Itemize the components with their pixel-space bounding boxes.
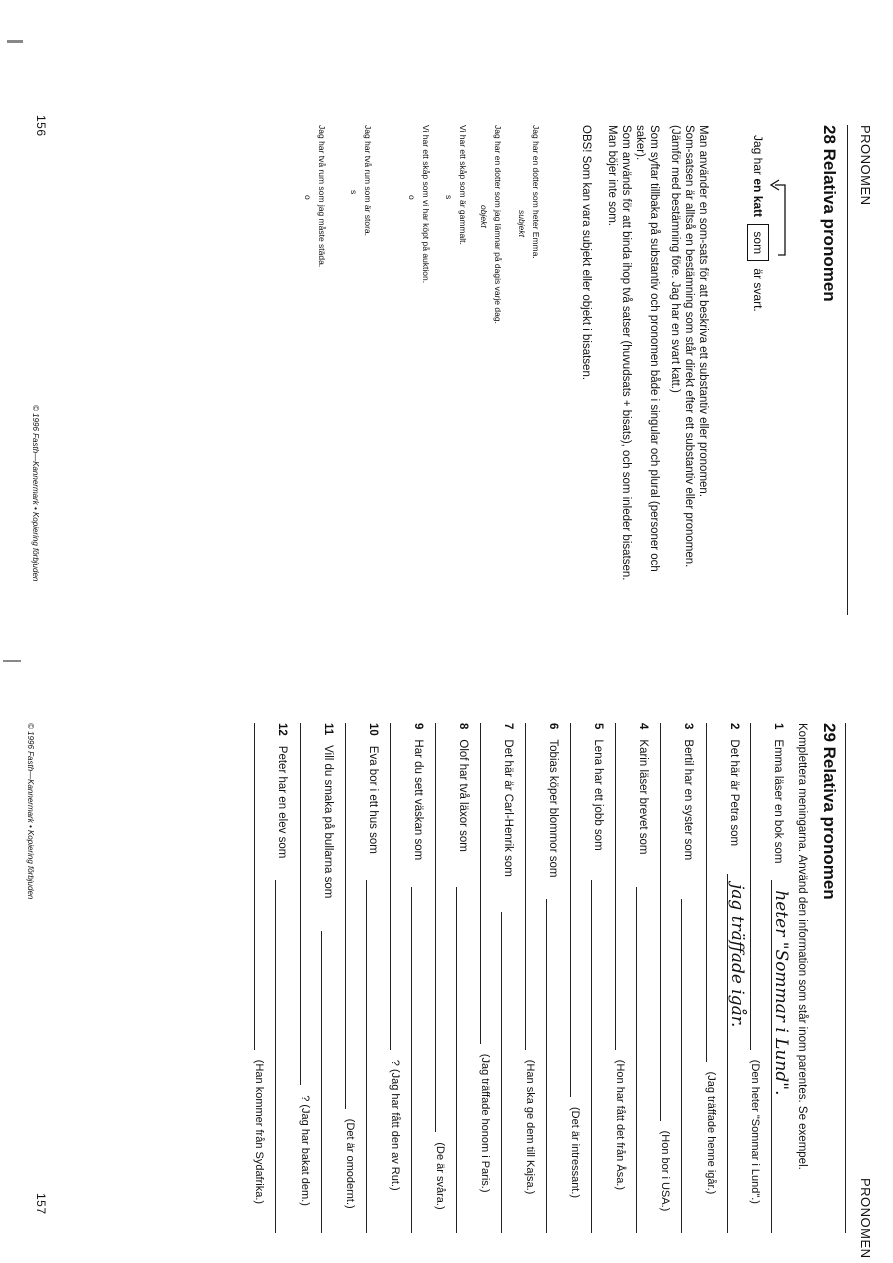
section-title: 29 Relativa pronomen (820, 723, 839, 900)
example-5: Jag har två rum som är stora. (363, 125, 373, 237)
exercise-hint: (Den heter "Sommar i Lund".) (749, 1059, 761, 1204)
exercise-text: Bertil har en syster som (682, 739, 694, 861)
answer-line[interactable] (546, 899, 547, 1233)
exercise-item (249, 633, 289, 1263)
answer-line[interactable] (706, 723, 707, 1062)
exercise-number: 5 (592, 723, 604, 730)
exercise-item (430, 633, 470, 1263)
answer-line[interactable] (345, 723, 346, 1109)
copyright: © 1996 Fasth—Kannermark • Kopiering förbjuden (31, 405, 40, 582)
exercise-hint: (Jag träffade henne igår.) (705, 1071, 717, 1195)
exercise-text: Det här är Petra som (728, 739, 740, 847)
exercise-stem (591, 723, 605, 851)
exercise-hint: (Han ska ge dem till Kajsa.) (524, 1059, 536, 1195)
exercise-item (565, 633, 605, 1263)
example-5-label: s (349, 190, 359, 195)
exercise-stem (727, 723, 741, 846)
example-2-label: objekt (479, 205, 489, 228)
exercise-text: Vill du smaka på bullarna som (322, 745, 334, 899)
answer-line[interactable] (321, 931, 322, 1233)
page-157 (0, 633, 893, 1263)
exercise-item (295, 633, 335, 1263)
copyright: © 1996 Fasth—Kannermark • Kopiering förbjuden (26, 723, 35, 900)
exercise-number: 1 (772, 723, 784, 730)
para-3: (Jämför med bestämning före. Jag har en svart katt.) (669, 125, 681, 393)
exercise-text: Tobias köper blommor som (547, 739, 559, 878)
answer-line[interactable] (275, 880, 276, 1233)
page-number: 157 (34, 1193, 48, 1215)
exercise-hint: ? (Jag har fått den av Rut.) (389, 1059, 401, 1191)
exercise-item (340, 633, 380, 1263)
example-1: Jag har en dotter som heter Emma. (531, 125, 541, 259)
exercise-item (701, 633, 747, 1263)
handwritten-answer: heter "Sommar i Lund". (771, 890, 791, 1096)
exercise-stem (366, 723, 380, 854)
exercise-item (475, 633, 515, 1263)
exercise-stem (275, 723, 289, 858)
section-title: 28 Relativa pronomen (820, 125, 839, 302)
handwritten-answer: jag träffade igår. (727, 884, 747, 1028)
example-3: Vi har ett skåp som är gammalt. (458, 125, 468, 245)
exercise-text: Karin läser brevet som (637, 739, 649, 855)
answer-line[interactable] (570, 723, 571, 1097)
instruction: Komplettera meningarna. Använd den information som står inom parentes. Se exempel. (796, 723, 808, 1170)
answer-line[interactable] (390, 723, 391, 1050)
diagram (743, 135, 793, 395)
diagram-pre: Jag har (751, 135, 765, 176)
answer-line[interactable] (636, 887, 637, 1233)
exercise-number: 10 (367, 723, 379, 736)
exercise-stem (501, 723, 515, 877)
exercise-number: 6 (547, 723, 559, 730)
exercise-hint: (Hon har fått det från Åsa.) (614, 1059, 626, 1191)
answer-line[interactable] (750, 723, 751, 1050)
diagram-post: är svart. (751, 268, 765, 312)
para-2: Som-satsen är alltså en bestämning som står direkt efter ett substantiv eller pronomen. (683, 125, 695, 568)
answer-line[interactable] (411, 887, 412, 1233)
exercise-stem (321, 723, 335, 898)
diagram-noun: en katt (751, 178, 765, 218)
example-4: Vi har ett skåp som vi har köpt på auktion. (421, 125, 431, 284)
answer-line[interactable] (435, 723, 436, 1132)
exercise-hint: (De är svåra.) (434, 1142, 446, 1210)
exercise-stem (456, 723, 470, 852)
example-6: Jag har två rum som jag måste städa. (317, 125, 327, 268)
obs-note: OBS! Som kan vara subjekt eller objekt i bisatsen. (580, 125, 592, 381)
answer-line[interactable] (525, 723, 526, 1050)
para-1: Man använder en som-sats för att beskriva ett substantiv eller pronomen. (697, 125, 709, 498)
exercise-text: Lena har ett jobb som (592, 739, 604, 851)
page-156 (0, 0, 893, 630)
answer-line[interactable] (300, 723, 301, 1085)
exercise-hint: (Han kommer från Sydafrika.) (253, 1059, 265, 1205)
diagram-box: som (747, 224, 769, 261)
para-5: Som används för att binda ihop två satser (huvudsats + bisats), och som inleder bisatsen. (620, 125, 632, 581)
exercise-hint: (Hon bor i USA.) (659, 1130, 671, 1212)
exercise-stem (681, 723, 695, 860)
para-4: Som syftar tillbaka på substantiv och pronomen både i singular och plural (personer och saker). (634, 125, 660, 572)
page-header: PRONOMEN (858, 1178, 873, 1259)
exercise-text: Eva bor i ett hus som (367, 745, 379, 854)
exercise-item (655, 633, 695, 1263)
answer-line[interactable] (366, 880, 367, 1233)
exercise-number: 9 (412, 723, 424, 730)
exercise-hint: ? (Jag har bakat dem.) (299, 1095, 311, 1206)
example-4-label: o (407, 195, 417, 200)
answer-line[interactable] (501, 912, 502, 1233)
diagram-sentence (751, 135, 765, 312)
exercise-number: 2 (728, 723, 740, 730)
answer-line[interactable] (254, 723, 255, 1050)
exercise-item (610, 633, 650, 1263)
para-6: Man böjer inte som. (606, 125, 618, 226)
exercise-text: Har du sett väskan som (412, 739, 424, 861)
exercise-hint: (Det är intressant.) (569, 1107, 581, 1199)
exercise-text: Peter har en elev som (276, 745, 288, 859)
answer-line[interactable] (456, 887, 457, 1233)
exercise-number: 12 (276, 723, 288, 736)
exercise-item (520, 633, 560, 1263)
exercise-item (385, 633, 425, 1263)
exercise-number: 11 (322, 723, 334, 736)
page-header: PRONOMEN (858, 125, 873, 206)
page-number: 156 (34, 115, 48, 137)
header-rule (845, 723, 846, 1233)
answer-line[interactable] (480, 723, 481, 1044)
exercise-number: 4 (637, 723, 649, 730)
header-rule (847, 125, 848, 615)
exercise-stem (411, 723, 425, 860)
exercise-text: Det här är Carl-Henrik som (502, 739, 514, 877)
answer-line[interactable] (660, 723, 661, 1121)
example-6-label: o (303, 195, 313, 200)
exercise-stem (636, 723, 650, 854)
example-1-label: subjekt (517, 210, 527, 237)
exercise-number: 3 (682, 723, 694, 730)
exercise-stem (546, 723, 560, 877)
answer-line[interactable] (591, 880, 592, 1233)
exercise-stem (771, 723, 785, 863)
answer-line[interactable] (615, 723, 616, 1050)
example-3-label: s (444, 195, 454, 200)
exercise-hint: (Jag träffade honom i Paris.) (479, 1053, 491, 1193)
exercise-number: 7 (502, 723, 514, 730)
example-2: Jag har en dotter som jag lämnar på dagis varje dag. (493, 125, 503, 324)
exercise-text: Olof har två läxor som (457, 739, 469, 852)
exercise-hint: (Det är omodernt.) (344, 1118, 356, 1209)
exercise-number: 8 (457, 723, 469, 730)
exercise-item (745, 633, 791, 1263)
exercise-text: Emma läser en bok som (772, 739, 784, 864)
answer-line[interactable] (681, 899, 682, 1233)
